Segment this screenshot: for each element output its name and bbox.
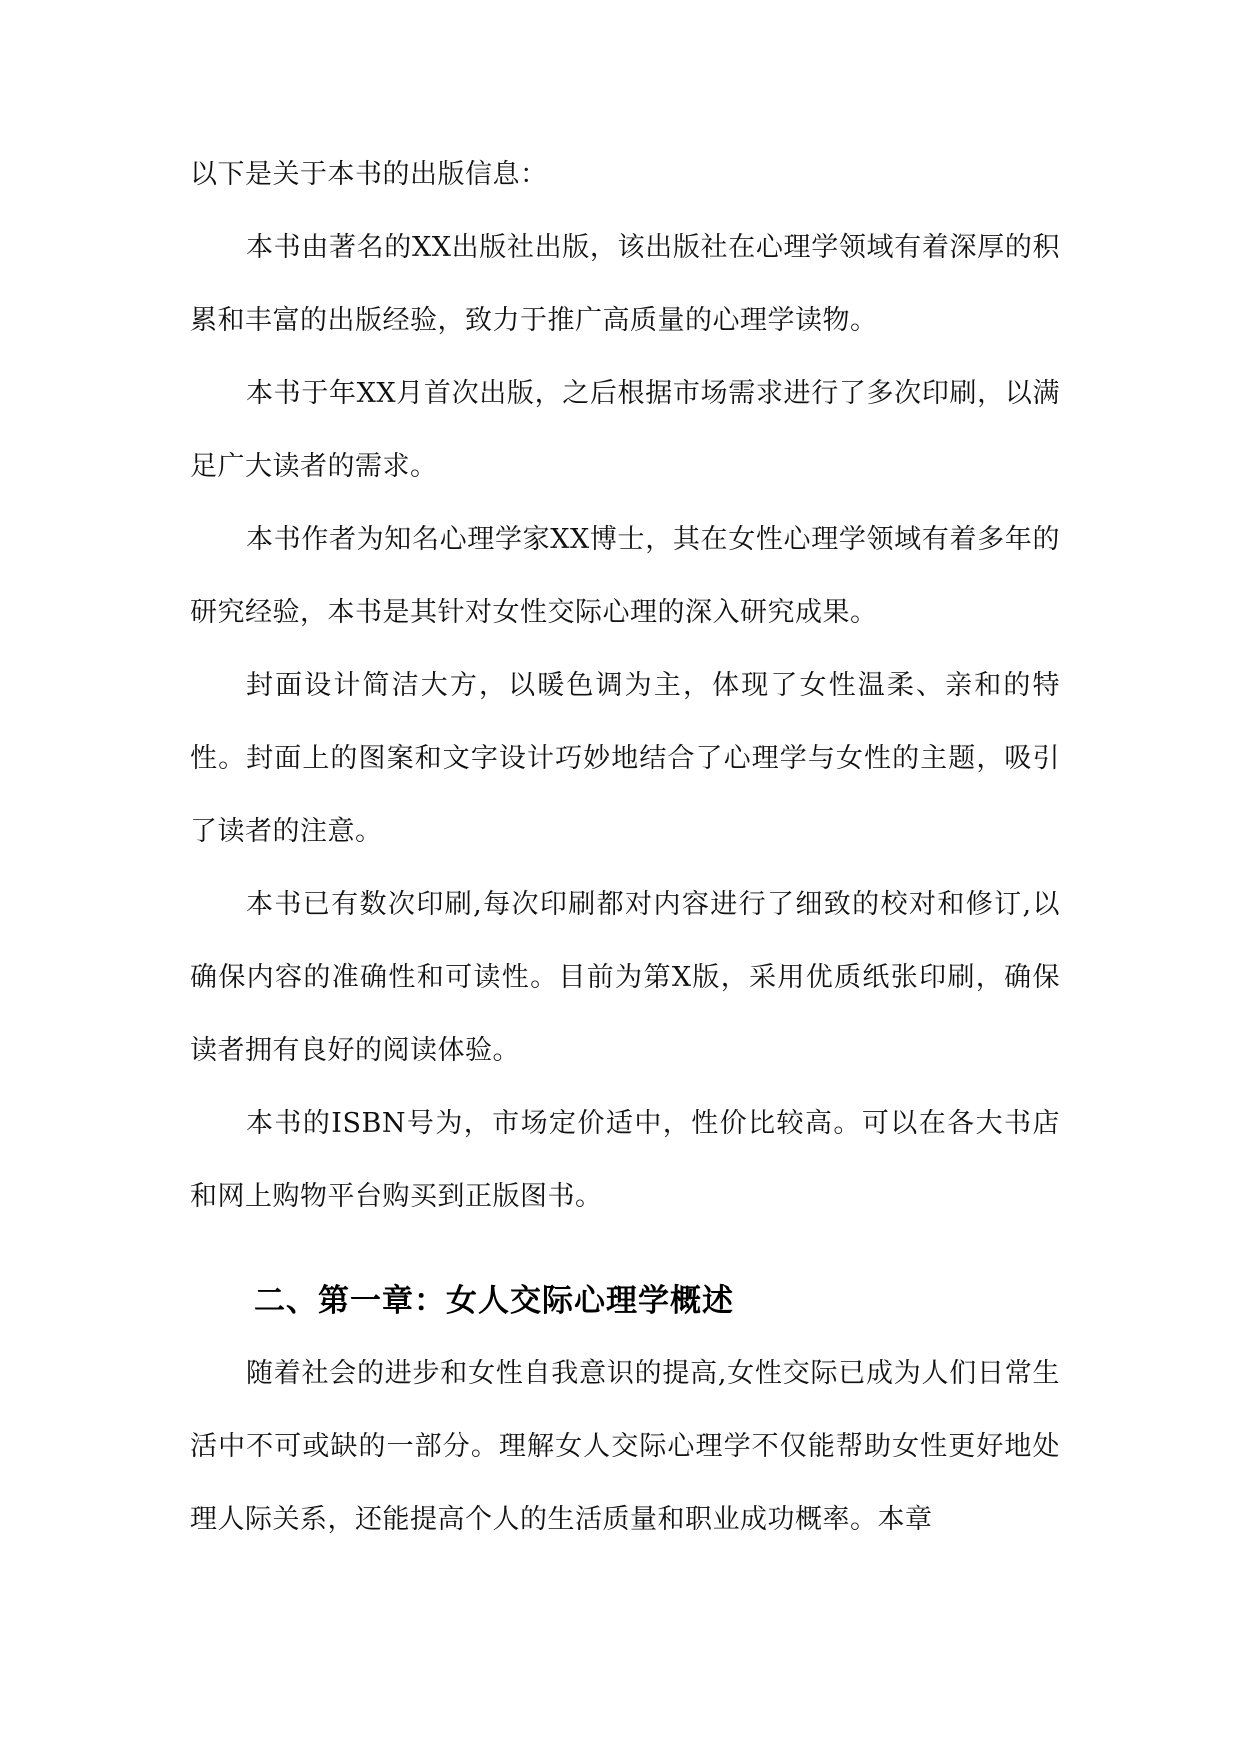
paragraph-isbn: 本书的ISBN号为，市场定价适中，性价比较高。可以在各大书店和网上购物平台购买到正版图书。 [190, 1108, 1060, 1212]
intro-line: 以下是关于本书的出版信息： [190, 159, 548, 190]
document-body [190, 138, 1060, 1556]
paragraph-cover-design: 封面设计简洁大方，以暖色调为主，体现了女性温柔、亲和的特性。封面上的图案和文字设计巧妙地结合了心理学与女性的主题，吸引了读者的注意。 [190, 670, 1060, 847]
paragraph-first-edition: 本书于年XX月首次出版，之后根据市场需求进行了多次印刷，以满足广大读者的需求。 [190, 378, 1060, 482]
chapter-paragraph: 随着社会的进步和女性自我意识的提高,女性交际已成为人们日常生活中不可或缺的一部分。理解女人交际心理学不仅能帮助女性更好地处理人际关系，还能提高个人的生活质量和职业成功概率。本章 [190, 1358, 1060, 1535]
chapter-heading: 二、第一章：女人交际心理学概述 [254, 1283, 734, 1319]
paragraph-author: 本书作者为知名心理学家XX博士，其在女性心理学领域有着多年的研究经验，本书是其针对女性交际心理的深入研究成果。 [190, 524, 1060, 628]
paragraph-printing: 本书已有数次印刷,每次印刷都对内容进行了细致的校对和修订,以确保内容的准确性和可读性。目前为第X版，采用优质纸张印刷，确保读者拥有良好的阅读体验。 [190, 889, 1060, 1066]
paragraph-publisher: 本书由著名的XX出版社出版，该出版社在心理学领域有着深厚的积累和丰富的出版经验，致力于推广高质量的心理学读物。 [190, 232, 1060, 336]
